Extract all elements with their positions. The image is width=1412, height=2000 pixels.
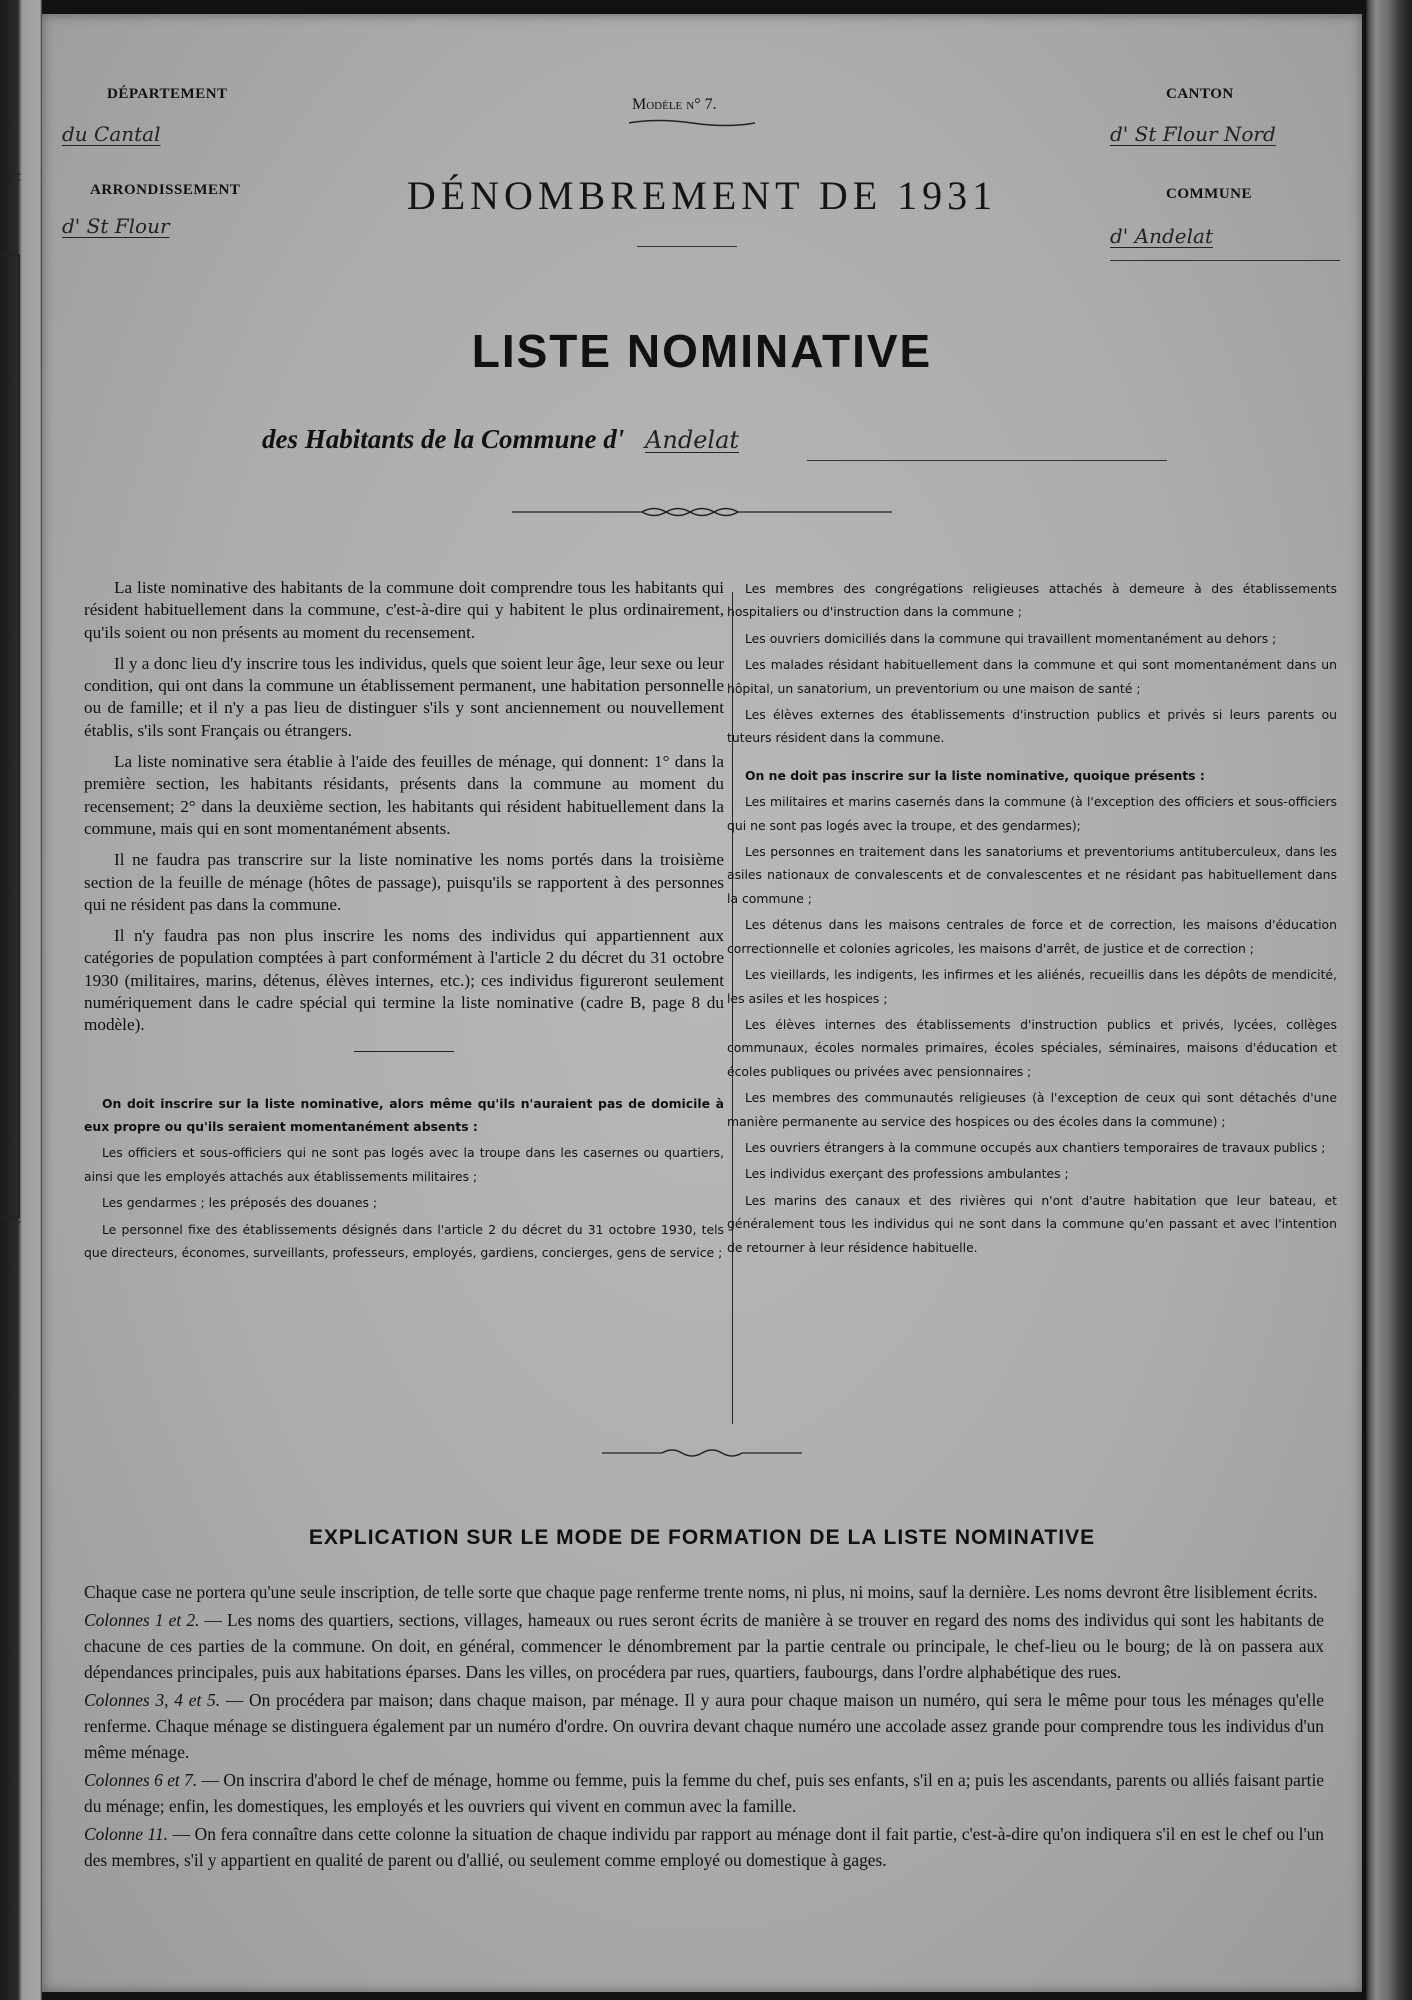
paragraph: Il y a donc lieu d'y inscrire tous les individus, quels que soient leur âge, leur sexe ou leur condition, qui ont dans la commune un établissement permanent, une habitation personnelle ou de famille; et il n'y a pas lieu de distinguer s'ils y sont anciennement ou nouvellement établis, s'ils sont Français ou étrangers. [84, 653, 724, 740]
list-item: Les ouvriers domiciliés dans la commune qui travaillent momentanément au dehors ; [745, 630, 1277, 646]
right-column [727, 577, 1337, 1262]
paragraph: Il n'y faudra pas non plus inscrire les noms des individus qui appartiennent aux catégories de population comptées à part conformément à l'article 2 du décret du 31 octobre 1930 (militaires, marins, détenus, élèves internes, etc.); ces individus figureront seulement numériquement dans le cadre spécial qui termine la liste nominative (cadre B, page 8 du modèle). [84, 926, 724, 1035]
must-include-list [84, 1092, 724, 1265]
list-item: Les détenus dans les maisons centrales de force et de correction, les maisons d'éducation correctionnelle et colonies agricoles, les maisons d'arrêt, de justice et de correction ; [727, 917, 1337, 956]
list-item: Les individus exerçant des professions ambulantes ; [745, 1166, 1069, 1182]
ornament-divider-small [602, 1446, 802, 1460]
census-form-page [42, 14, 1362, 1992]
subtitle-commune: Andelat [645, 426, 740, 454]
adjacent-page-strip [0, 0, 42, 2000]
section-text: — On inscrira d'abord le chef de ménage, homme ou femme, puis la femme du chef, puis ses enfants, s'il en a; puis les ascendants, parents ou alliés faisant partie du ménage; enfin, les domestiques, les employés et les ouvriers qui vivent en commun avec la famille. [84, 1770, 1325, 1816]
list-item: Les marins des canaux et des rivières qui n'ont d'autre habitation que leur bateau, et généralement tous les individus qui ne sont dans la commune qu'en passant et avec l'intention de retourner à leur résidence habituelle. [727, 1192, 1337, 1255]
must-include-heading: On doit inscrire sur la liste nominative, alors même qu'ils n'auraient pas de domicile à eux propre ou qu'ils seraient momentanément absents : [84, 1095, 724, 1135]
form-title: DÉNOMBREMENT DE 1931 [406, 173, 998, 218]
adjacent-page-frame [0, 254, 20, 1218]
arrondissement-label: ARRONDISSEMENT [90, 182, 241, 198]
list-item: Les malades résidant habituellement dans la commune et qui sont momentanément dans un hôpital, un sanatorium, un preventorium ou une maison de santé ; [727, 657, 1337, 696]
title-rule [637, 246, 737, 247]
departement-label: DÉPARTEMENT [107, 86, 228, 102]
paragraph: La liste nominative sera établie à l'aide des feuilles de ménage, qui donnent: 1° dans la première section, les habitants résidants, présents dans la commune au moment du recensement; 2° dans la deuxième section, les habitants qui résident habituellement dans la commune, mais qui en sont momentanément absents. [84, 752, 724, 838]
list-item: Les personnes en traitement dans les sanatoriums et preventoriums antituberculeux, dans les asiles nationaux de convalescents et de convalescentes et ne résidant pas habituellement dans la commune ; [727, 844, 1337, 906]
explication-title: EXPLICATION SUR LE MODE DE FORMATION DE LA LISTE NOMINATIVE [308, 1526, 1096, 1549]
modele-number: Modèle n° 7. [632, 96, 717, 113]
section-label: Colonnes 3, 4 et 5. [84, 1690, 221, 1710]
explication-section [84, 1687, 1324, 1765]
list-item: Les membres des communautés religieuses (à l'exception de ceux qui sont détachés d'une manière permanente au service des hospices ou des écoles dans la commune) ; [727, 1090, 1337, 1129]
section-text: — Les noms des quartiers, sections, villages, hameaux ou rues seront écrits de manière à se trouver en regard des noms des individus qui sont les habitants de chacune de ces parties de la commune. On doit, en général, commencer le dénombrement par la partie centrale ou principale, le chef-lieu ou le bourg; de là on passera aux dépendances principales, puis aux habitations éparses. Dans les villes, on procédera par rues, quartiers, faubourgs, dans l'ordre alphabétique des rues. [84, 1610, 1324, 1682]
commune-label: COMMUNE [1166, 186, 1252, 202]
subtitle [262, 424, 739, 455]
canton-value: d' St Flour Nord [1110, 122, 1276, 146]
list-item: Les militaires et marins casernés dans la commune (à l'exception des officiers et sous-officiers qui ne sont pas logés avec la troupe, et des gendarmes); [727, 794, 1337, 833]
arrondissement-value: d' St Flour [62, 214, 170, 238]
departement-value: du Cantal [62, 122, 161, 146]
section-text: — On procédera par maison; dans chaque maison, par ménage. Il y aura pour chaque maison un numéro, qui sera le même pour tous les ménages qu'elle renferme. Chaque ménage se distinguera également par un numéro d'ordre. On ouvrira devant chaque numéro une accolade assez grande pour comprendre tous les individus d'un même ménage. [84, 1690, 1324, 1762]
section-label: Colonnes 6 et 7. [84, 1770, 198, 1790]
commune-underline [1110, 260, 1340, 261]
adjacent-page-text: nc. [2, 1212, 22, 1227]
explication-section [84, 1821, 1324, 1873]
list-item: Les vieillards, les indigents, les infirmes et les aliénés, recueillis dans les dépôts de mendicité, les asiles et les hospices ; [727, 967, 1337, 1006]
list-item: Les officiers et sous-officiers qui ne sont pas logés avec la troupe dans les casernes ou quartiers, ainsi que les employés attachés aux établissements militaires ; [84, 1145, 724, 1184]
commune-value: d' Andelat [1110, 224, 1213, 248]
book-spine-edge [1366, 0, 1412, 2000]
modele-flourish [627, 116, 757, 130]
list-item: Les élèves externes des établissements d'instruction publics et privés si leurs parents ou tuteurs résident dans la commune. [727, 707, 1337, 746]
section-label: Colonne 11. [84, 1824, 168, 1844]
main-title: LISTE NOMINATIVE [471, 325, 933, 377]
paragraph: Il ne faudra pas transcrire sur la liste nominative les noms portés dans la troisième section de la feuille de ménage (hôtes de passage), puisqu'ils se rapportent à des personnes qui ne résident pas dans la commune. [84, 850, 724, 914]
list-item: Les membres des congrégations religieuses attachés à demeure à des établissements hospitaliers ou d'instruction dans la commune ; [727, 581, 1337, 620]
subtitle-underline [807, 460, 1167, 461]
explication-section [84, 1767, 1324, 1819]
explication-body [84, 1579, 1324, 1875]
explication-section [84, 1607, 1324, 1685]
list-item: Le personnel fixe des établissements désignés dans l'article 2 du décret du 31 octobre 1930, tels que directeurs, économes, surveillants, professeurs, employés, gardiens, concierges, gens de service ; [84, 1221, 724, 1261]
section-rule [354, 1051, 454, 1052]
ornament-divider [512, 504, 892, 520]
adjacent-page-text: art [2, 170, 22, 185]
list-item: Les élèves internes des établissements d'instruction publics et privés, lycées, collèges communaux, écoles normales primaires, écoles spéciales, séminaires, maisons d'éducation et écoles publiques ou privées avec pensionnaires ; [727, 1016, 1337, 1079]
section-label: Colonnes 1 et 2. [84, 1610, 200, 1630]
section-text: — On fera connaître dans cette colonne la situation de chaque individu par rapport au ménage dont il fait partie, c'est-à-dire qu'on indiquera s'il en est le chef ou l'un des membres, s'il y appartient en qualité de parent ou d'allié, ou seulement comme employé ou domestique à gages. [84, 1824, 1324, 1870]
list-item: Les gendarmes ; les préposés des douanes ; [102, 1195, 378, 1211]
left-column [84, 577, 724, 1267]
paragraph: La liste nominative des habitants de la commune doit comprendre tous les habitants qui résident habituellement dans la commune, c'est-à-dire qui y habitent le plus ordinairement, qu'ils soient ou non présents au moment du recensement. [84, 578, 724, 642]
explication-intro: Chaque case ne portera qu'une seule inscription, de telle sorte que chaque page renferme trente noms, ni plus, ni moins, sauf la dernière. Les noms devront être lisiblement écrits. [84, 1582, 1318, 1602]
instructions-paragraphs [84, 577, 724, 1037]
subtitle-text: des Habitants de la Commune d' [262, 424, 625, 454]
canton-label: CANTON [1166, 86, 1234, 102]
exclude-heading: On ne doit pas inscrire sur la liste nominative, quoique présents : [745, 767, 1205, 783]
list-item: Les ouvriers étrangers à la commune occupés aux chantiers temporaires de travaux publics ; [745, 1139, 1326, 1155]
